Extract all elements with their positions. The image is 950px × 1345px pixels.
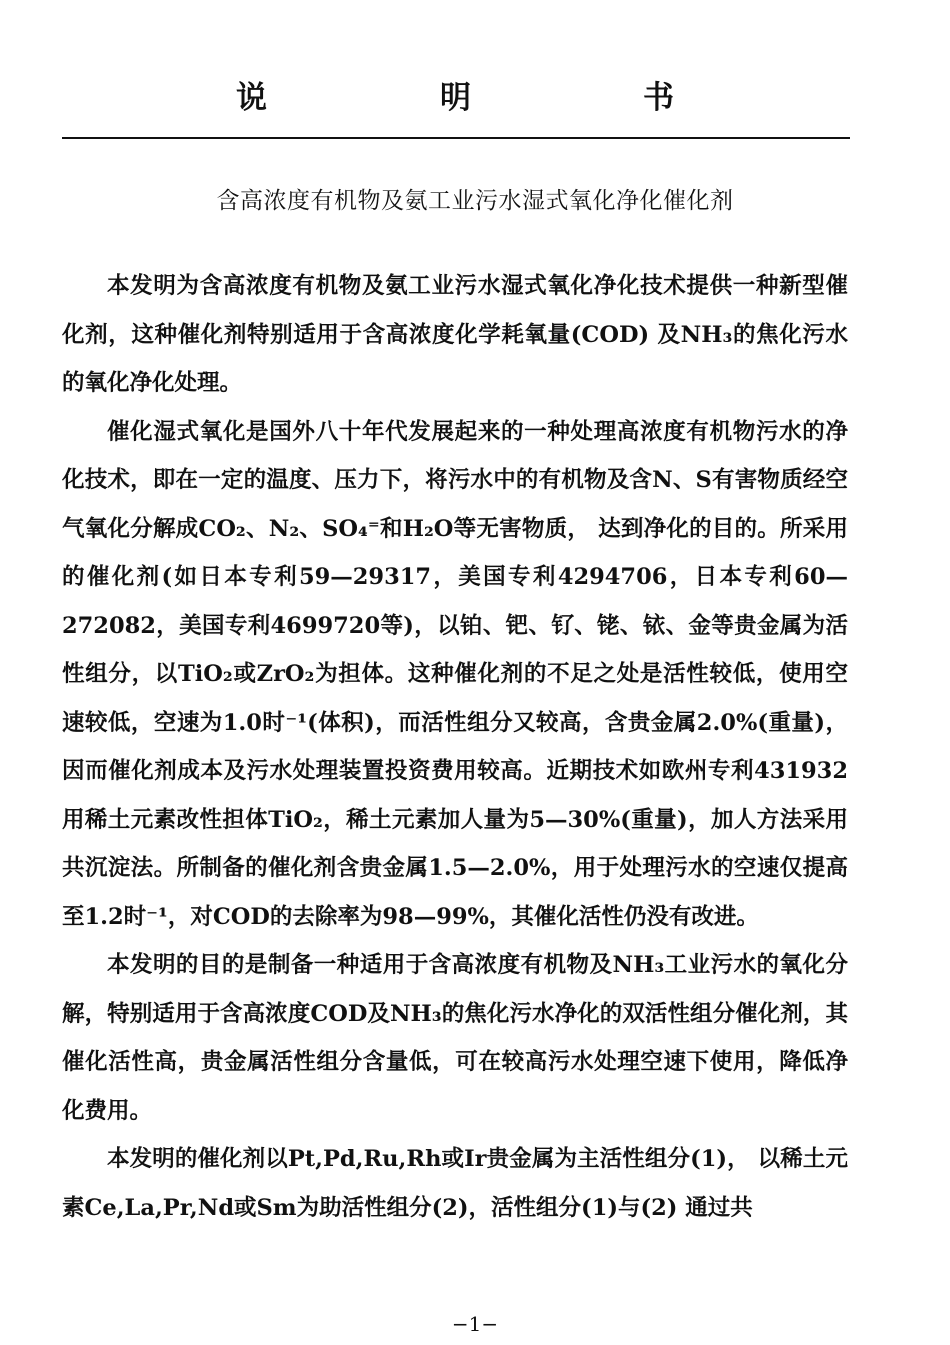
paragraph: 催化湿式氧化是国外八十年代发展起来的一种处理高浓度有机物污水的净化技术，即在一定的温度、压力下，将污水中的有机物及含N、S有害物质经空气氧化分解成CO₂、N₂、SO₄⁼和H₂O等无害物质， 达到净化的目的。所采用的催化剂(如日本专利59—29317，美国专利4294706，日本专利60—272082，美国专利4699720等)，以铂、钯、钌、铑、铱、金等贵金属为活性组分，以TiO₂或ZrO₂为担体。这种催化剂的不足之处是活性较低，使用空速较低，空速为1.0时⁻¹(体积)，而活性组分又较高，含贵金属2.0%(重量)， 因而催化剂成本及污水处理装置投资费用较高。近期技术如欧州专利431932用稀土元素改性担体TiO₂，稀土元素加人量为5—30%(重量)，加人方法采用共沉淀法。所制备的催化剂含贵金属1.5—2.0%，用于处理污水的空速仅提高至1.2时⁻¹，对COD的去除率为98—99%，其催化活性仍没有改进。 [62, 418, 848, 930]
document-body [62, 262, 848, 1232]
heading-divider [62, 137, 850, 139]
heading-char-2: 明 [440, 80, 471, 116]
page-number: −1− [451, 1312, 499, 1336]
heading-char-1: 说 [236, 80, 267, 116]
paragraph: 本发明为含高浓度有机物及氨工业污水湿式氧化净化技术提供一种新型催化剂，这种催化剂特别适用于含高浓度化学耗氧量(COD) 及NH₃的焦化污水的氧化净化处理。 [62, 273, 848, 396]
document-title: 含高浓度有机物及氨工业污水湿式氧化净化催化剂 [216, 188, 734, 214]
document-heading [0, 72, 950, 122]
heading-char-3: 书 [643, 80, 674, 116]
paragraph: 本发明的催化剂以Pt,Pd,Ru,Rh或Ir贵金属为主活性组分(1)， 以稀土元素Ce,La,Pr,Nd或Sm为助活性组分(2)，活性组分(1)与(2) 通过共 [62, 1146, 848, 1221]
paragraph: 本发明的目的是制备一种适用于含高浓度有机物及NH₃工业污水的氧化分解，特别适用于含高浓度COD及NH₃的焦化污水净化的双活性组分催化剂，其催化活性高，贵金属活性组分含量低，可在较高污水处理空速下使用，降低净化费用。 [62, 952, 848, 1124]
